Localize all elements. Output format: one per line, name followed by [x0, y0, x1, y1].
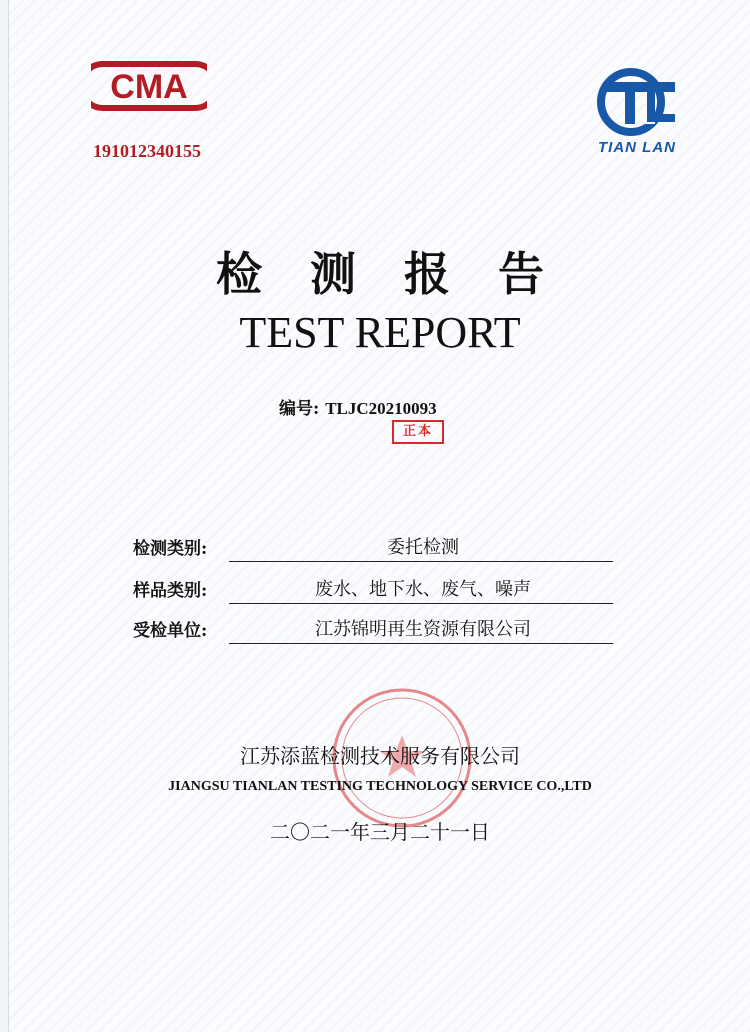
tianlan-logo-text: TIAN LAN — [598, 139, 676, 156]
original-copy-stamp: 正本 — [392, 420, 444, 444]
tianlan-logo — [591, 64, 681, 140]
cma-logo — [91, 60, 207, 116]
svg-text:CMA: CMA — [110, 68, 188, 106]
report-title-cn: 检测报告 — [216, 247, 592, 301]
issuing-company-cn: 江苏添蓝检测技术服务有限公司 — [240, 744, 520, 768]
field-value: 废水、地下水、废气、噪声 — [315, 579, 531, 600]
report-number-label: 编号: — [279, 399, 320, 419]
report-number — [279, 394, 437, 419]
field-underline — [229, 561, 613, 562]
field-label: 样品类别: — [133, 581, 208, 601]
report-number-value: TLJC20210093 — [325, 399, 437, 418]
field-underline — [229, 603, 613, 604]
field-test-category — [133, 528, 613, 564]
cma-certificate-number: 191012340155 — [93, 141, 201, 161]
field-value: 委托检测 — [387, 537, 459, 558]
issuing-company-en: JIANGSU TIANLAN TESTING TECHNOLOGY SERVICE CO.,LTD — [168, 779, 592, 794]
field-sample-category — [133, 570, 613, 606]
report-title-en: TEST REPORT — [239, 308, 521, 357]
field-label: 检测类别: — [133, 539, 208, 559]
field-underline — [229, 643, 613, 644]
report-date: 二〇二一年三月二十一日 — [270, 820, 490, 844]
field-inspected-unit — [133, 610, 613, 646]
field-label: 受检单位: — [133, 621, 208, 641]
field-value: 江苏锦明再生资源有限公司 — [315, 619, 531, 640]
report-cover-page — [8, 0, 750, 1032]
